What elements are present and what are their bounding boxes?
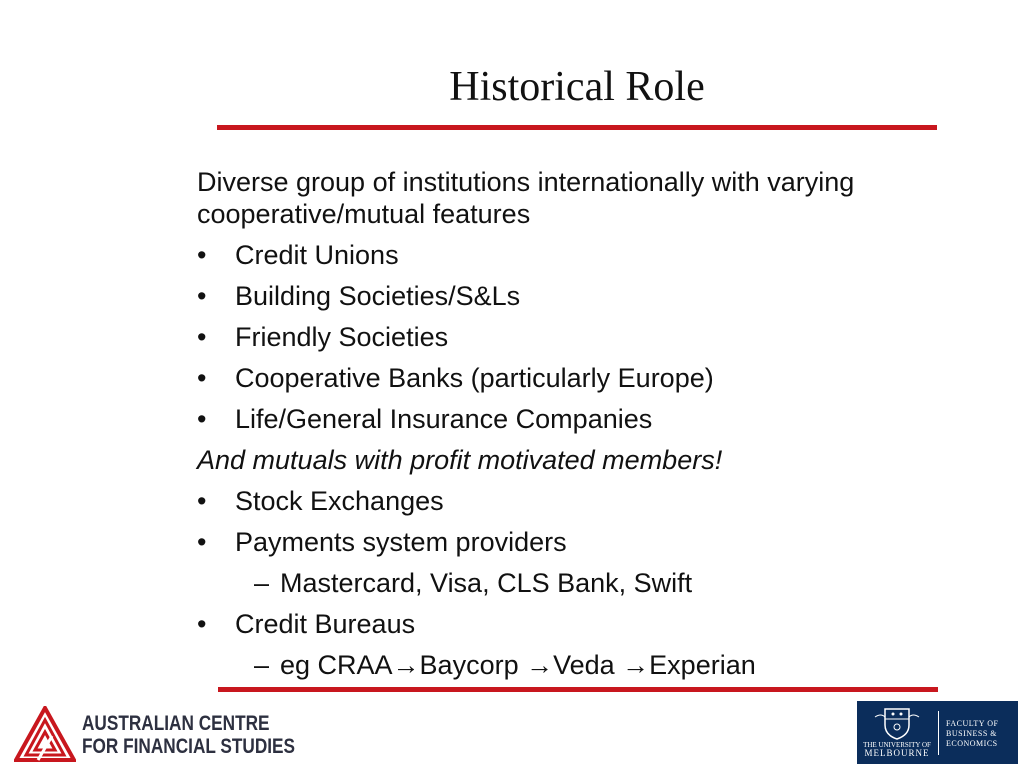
sub-list-item-text: eg CRAA→Baycorp →Veda →Experian	[280, 650, 756, 680]
intro-line-2: cooperative/mutual features	[197, 199, 531, 229]
acfs-name-line-1: AUSTRALIAN CENTRE	[82, 712, 270, 735]
unimelb-logo	[857, 701, 1018, 764]
list-item-text: Payments system providers	[235, 527, 567, 557]
bullet-icon: •	[197, 609, 207, 639]
list-item-text: Life/General Insurance Companies	[235, 404, 653, 434]
crest-icon	[867, 707, 927, 741]
logo-divider	[938, 711, 939, 755]
intro-line-1: Diverse group of institutions internationally with varying	[197, 167, 855, 197]
slide-title: Historical Role	[449, 64, 705, 110]
dash-icon: –	[254, 568, 270, 598]
list-item-text: Building Societies/S&Ls	[235, 281, 521, 311]
list-item-text: Credit Bureaus	[235, 609, 416, 639]
faculty-name	[946, 719, 999, 749]
footer-divider	[218, 687, 938, 692]
list-item-text: Friendly Societies	[235, 322, 449, 352]
bullet-icon: •	[197, 404, 207, 434]
bullet-icon: •	[197, 281, 207, 311]
list-item-text: Credit Unions	[235, 240, 399, 270]
dash-icon: –	[254, 650, 270, 680]
acfs-triangle-icon	[14, 706, 76, 762]
faculty-line-3: ECONOMICS	[946, 739, 998, 748]
bullet-icon: •	[197, 527, 207, 557]
university-name-line-2: MELBOURNE	[864, 748, 930, 758]
university-name-line-1: THE UNIVERSITY OF	[863, 741, 931, 749]
list-item-text: Cooperative Banks (particularly Europe)	[235, 363, 714, 393]
italic-subheading: And mutuals with profit motivated members!	[197, 445, 723, 475]
sub-list-item-text: Mastercard, Visa, CLS Bank, Swift	[280, 568, 693, 598]
bullet-icon: •	[197, 363, 207, 393]
bullet-icon: •	[197, 240, 207, 270]
title-divider	[217, 125, 937, 130]
acfs-logo	[14, 706, 294, 762]
bullet-icon: •	[197, 322, 207, 352]
faculty-line-1: FACULTY OF	[946, 719, 999, 728]
bullet-icon: •	[197, 486, 207, 516]
university-name	[861, 741, 933, 757]
list-item-text: Stock Exchanges	[235, 486, 444, 516]
faculty-line-2: BUSINESS &	[946, 729, 998, 738]
acfs-name-line-2: FOR FINANCIAL STUDIES	[82, 735, 296, 758]
